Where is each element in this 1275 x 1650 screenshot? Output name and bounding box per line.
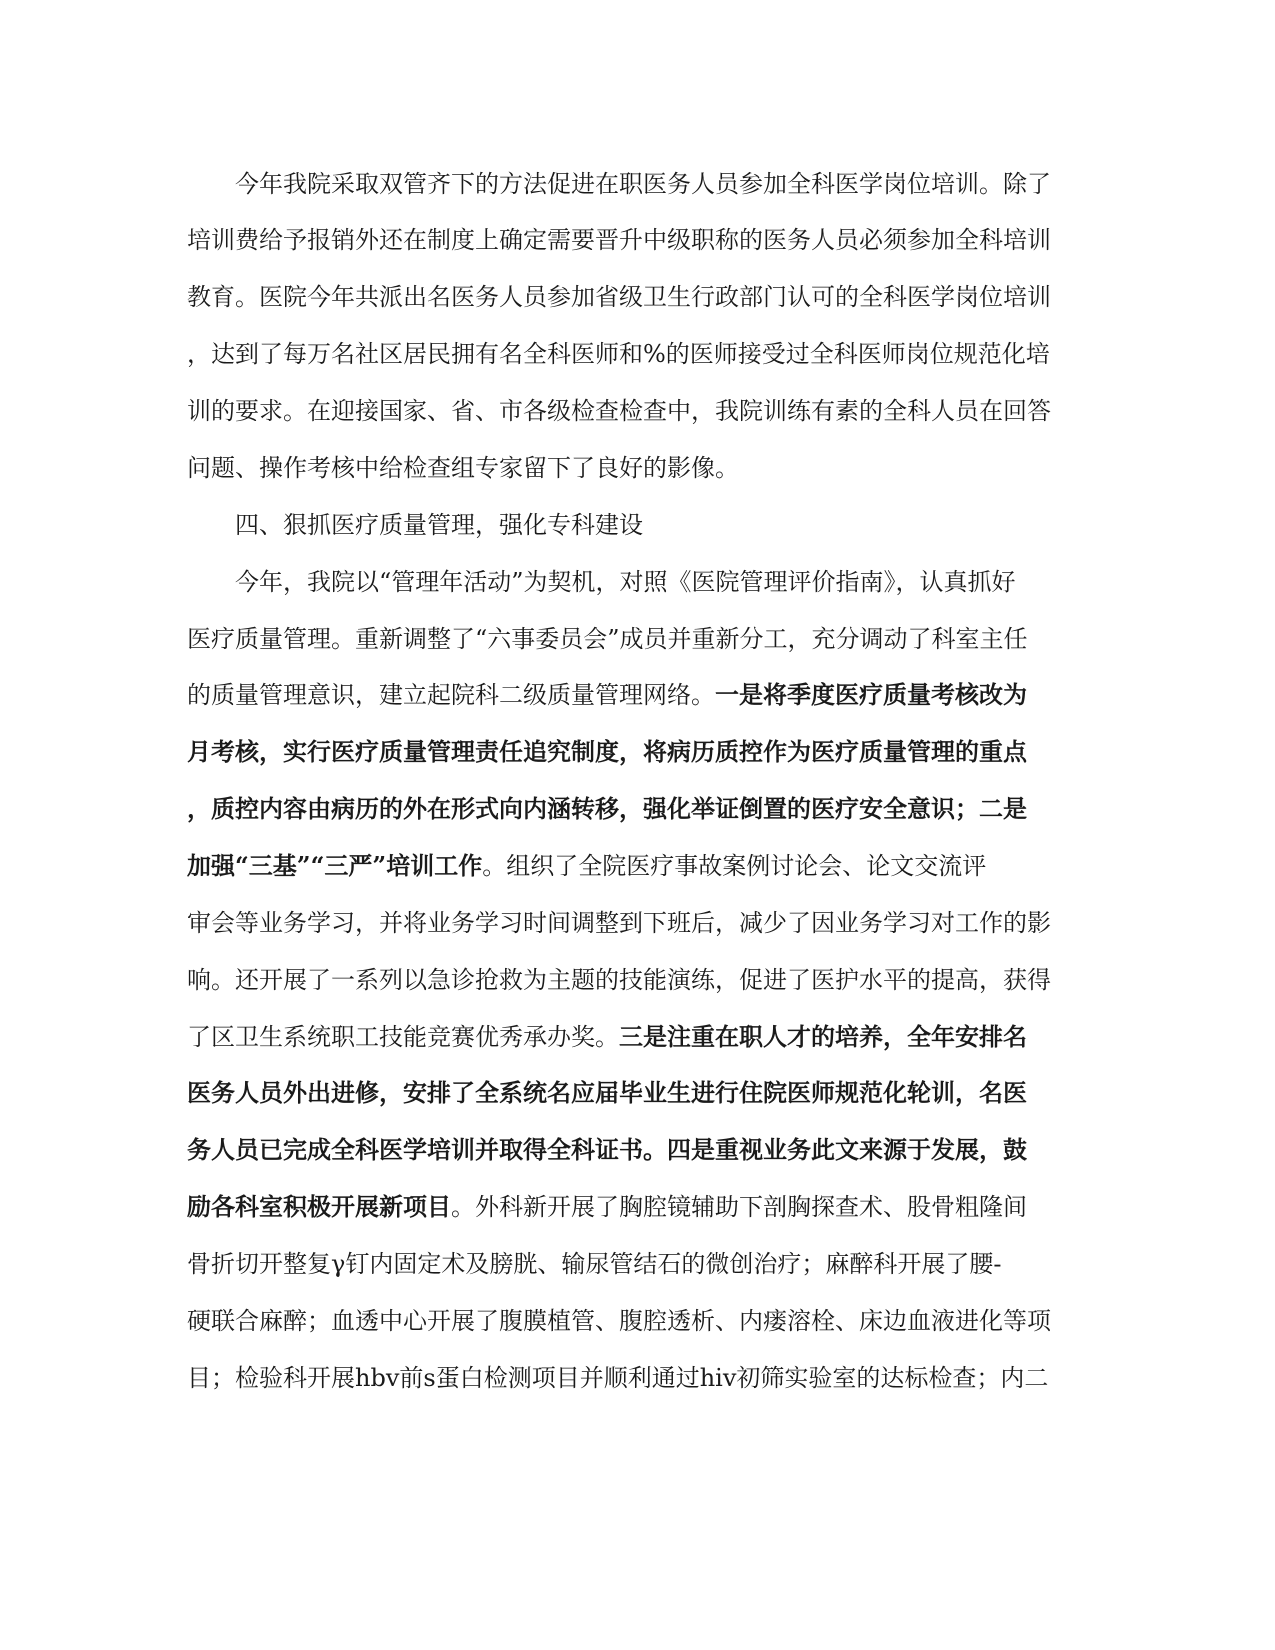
text-run: 四、狠抓医疗质量管理，强化专科建设 xyxy=(235,511,643,539)
bold-text-run: 加强“三基”“三严”培训工作 xyxy=(187,851,483,880)
text-line xyxy=(187,735,1087,769)
bold-text-run: 一是将季度医疗质量考核改为 xyxy=(715,680,1027,709)
text-run: 。组织了全院医疗事故案例讨论会、论文交流评 xyxy=(482,852,987,880)
text-line xyxy=(187,1076,1087,1110)
text-run: ，达到了每万名社区居民拥有名全科医师和%的医师接受过全科医师岗位规范化培 xyxy=(187,340,1050,368)
text-run: 今年，我院以“管理年活动”为契机，对照《医院管理评价指南》，认真抓好 xyxy=(235,568,1016,596)
text-run: 的质量管理意识，建立起院科二级质量管理网络。 xyxy=(187,681,715,709)
text-line xyxy=(187,622,1087,656)
text-run: 医疗质量管理。重新调整了“六事委员会”成员并重新分工，充分调动了科室主任 xyxy=(187,625,1028,653)
bold-text-run: 励各科室积极开展新项目 xyxy=(187,1192,451,1221)
text-run: 。外科新开展了胸腔镜辅助下剖胸探查术、股骨粗隆间 xyxy=(451,1193,1027,1221)
text-line xyxy=(187,1304,1087,1338)
text-line xyxy=(187,792,1087,826)
text-line xyxy=(187,906,1087,940)
text-run: 训的要求。在迎接国家、省、市各级检查检查中，我院训练有素的全科人员在回答 xyxy=(187,397,1051,425)
bold-text-run: 月考核，实行医疗质量管理责任追究制度，将病历质控作为医疗质量管理的重点 xyxy=(187,737,1027,766)
text-run: 培训费给予报销外还在制度上确定需要晋升中级职称的医务人员必须参加全科培训 xyxy=(187,226,1051,254)
text-line xyxy=(235,565,1135,599)
text-run: 教育。医院今年共派出名医务人员参加省级卫生行政部门认可的全科医学岗位培训 xyxy=(187,283,1051,311)
text-run: 了区卫生系统职工技能竞赛优秀承办奖。 xyxy=(187,1023,619,1051)
text-line xyxy=(187,1020,1087,1054)
text-line xyxy=(187,394,1087,428)
text-line xyxy=(187,1133,1087,1167)
text-line xyxy=(187,223,1087,257)
text-line xyxy=(187,337,1087,371)
text-line xyxy=(187,280,1087,314)
text-run: 问题、操作考核中给检查组专家留下了良好的影像。 xyxy=(187,454,739,482)
section-heading xyxy=(235,508,1135,542)
text-line xyxy=(187,678,1087,712)
text-line xyxy=(187,1361,1087,1395)
bold-text-run: ，质控内容由病历的外在形式向内涵转移，强化举证倒置的医疗安全意识；二是 xyxy=(187,794,1027,823)
text-line xyxy=(235,167,1135,201)
text-line xyxy=(187,1247,1087,1281)
text-run: 审会等业务学习，并将业务学习时间调整到下班后，减少了因业务学习对工作的影 xyxy=(187,909,1051,937)
bold-text-run: 医务人员外出进修，安排了全系统名应届毕业生进行住院医师规范化轮训，名医 xyxy=(187,1078,1027,1107)
text-line xyxy=(187,849,1087,883)
bold-text-run: 三是注重在职人才的培养，全年安排名 xyxy=(619,1022,1027,1051)
text-line xyxy=(187,1190,1087,1224)
text-run: 硬联合麻醉；血透中心开展了腹膜植管、腹腔透析、内瘘溶栓、床边血液进化等项 xyxy=(187,1307,1051,1335)
text-line xyxy=(187,451,1087,485)
bold-text-run: 务人员已完成全科医学培训并取得全科证书。四是重视业务此文来源于发展，鼓 xyxy=(187,1135,1027,1164)
text-run: 骨折切开整复γ钉内固定术及膀胱、输尿管结石的微创治疗；麻醉科开展了腰- xyxy=(187,1250,1002,1278)
text-line xyxy=(187,963,1087,997)
text-run: 响。还开展了一系列以急诊抢救为主题的技能演练，促进了医护水平的提高，获得 xyxy=(187,966,1051,994)
text-run: 今年我院采取双管齐下的方法促进在职医务人员参加全科医学岗位培训。除了 xyxy=(235,170,1051,198)
text-run: 目；检验科开展hbv前s蛋白检测项目并顺利通过hiv初筛实验室的达标检查；内二 xyxy=(187,1364,1049,1392)
